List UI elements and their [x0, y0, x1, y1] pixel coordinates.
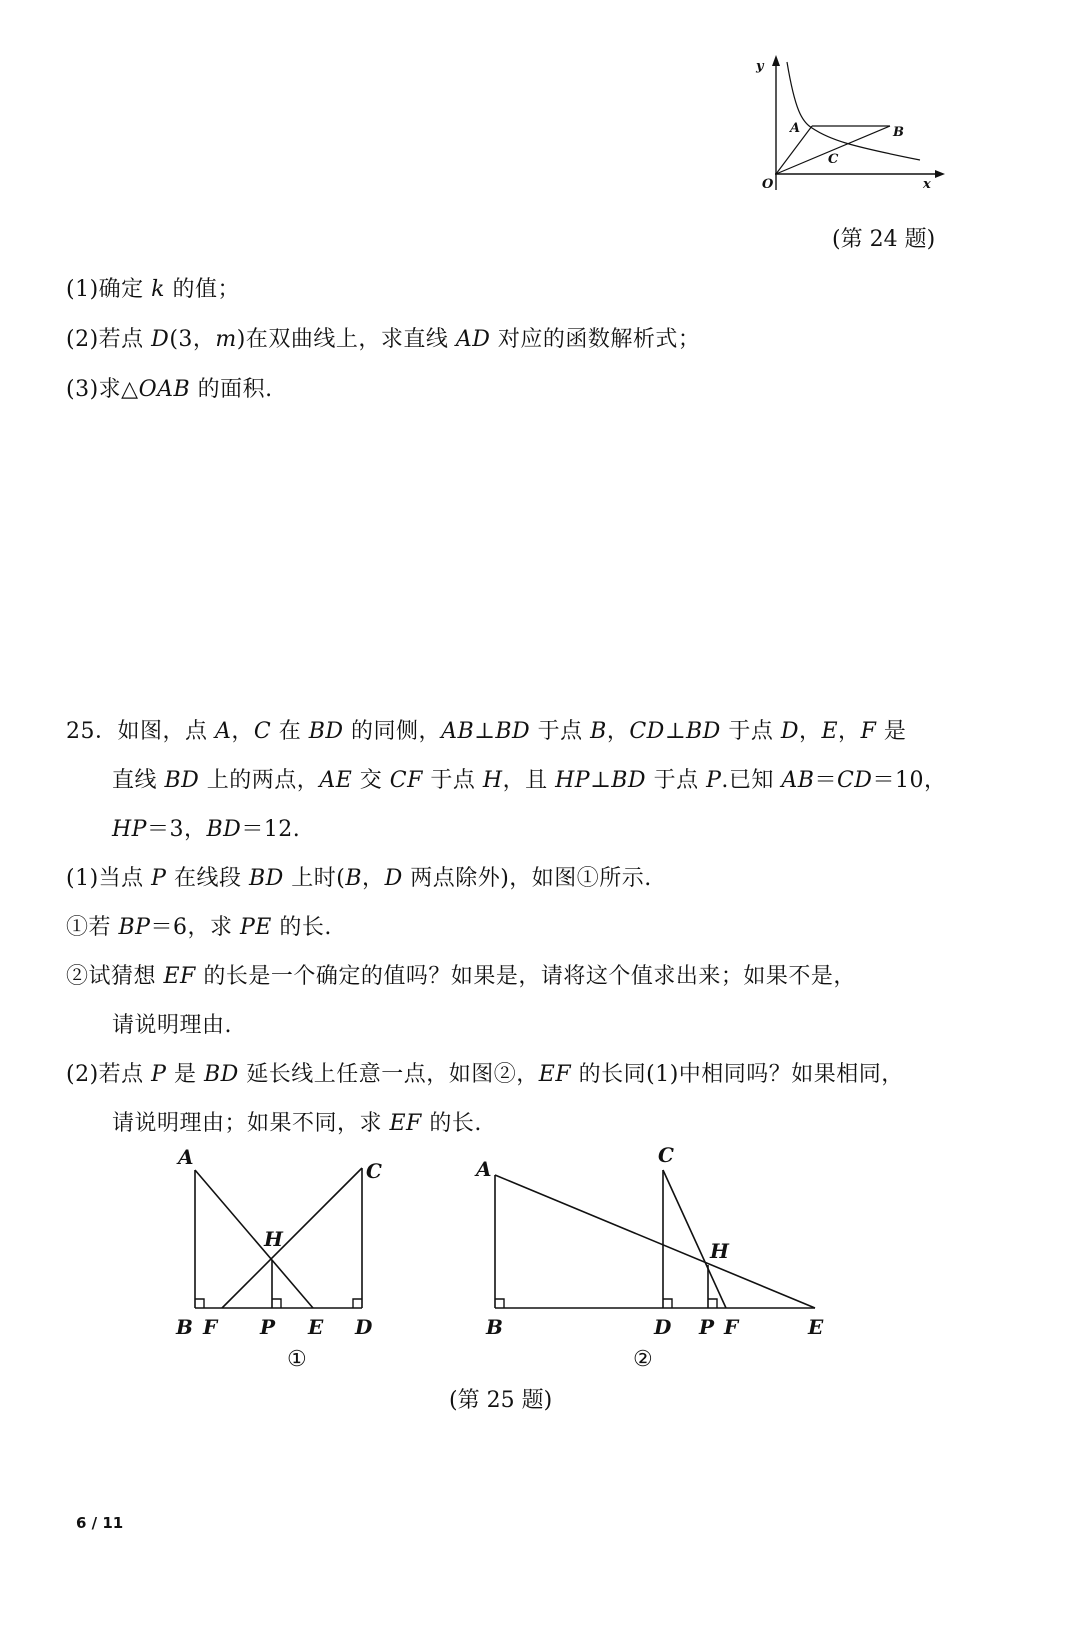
- q25-text: ，: [798, 719, 822, 744]
- q25-text: ，: [231, 719, 254, 744]
- q25-text: ＝: [814, 768, 837, 793]
- q25-part2: [66, 1057, 904, 1088]
- fig25-2-label-D: D: [654, 1315, 672, 1339]
- fig25-2-label-B: B: [486, 1315, 503, 1339]
- figure-25-1: [160, 1140, 400, 1380]
- figure-24: [740, 50, 950, 210]
- fig24-label-x: x: [923, 177, 931, 192]
- q25-var: P: [151, 1062, 167, 1087]
- q24-p2-var: D: [151, 327, 170, 352]
- q25-text: 上时(: [283, 866, 346, 891]
- q25-part2-cont: [112, 1106, 482, 1137]
- q25-var: BD: [206, 817, 242, 842]
- segment-AE: [195, 1170, 313, 1308]
- q25-text: 直线: [112, 768, 165, 793]
- q24-p3-text: 的面积.: [190, 377, 273, 402]
- q25-text: ⊥: [590, 768, 612, 793]
- q25-var: A: [215, 719, 232, 744]
- q25-var: BD: [248, 866, 284, 891]
- q25-var: BD: [686, 719, 721, 744]
- fig24-label-O: O: [762, 177, 774, 192]
- q24-p2-text: 对应的函数解析式；: [490, 327, 701, 352]
- q25-text: 延长线上任意一点，如图②，: [238, 1062, 539, 1087]
- q25-text: (1)当点: [66, 866, 152, 891]
- q25-text: (2)若点: [66, 1062, 152, 1087]
- fig24-label-B: B: [893, 125, 904, 140]
- q25-sub2: [66, 959, 856, 990]
- q25-text: 于点: [422, 768, 483, 793]
- q25-text: 在: [271, 719, 309, 744]
- fig24-label-A: A: [790, 121, 801, 136]
- q25-text: 于点: [720, 719, 781, 744]
- q25-var: HP: [112, 817, 147, 842]
- q25-text: ⊥: [664, 719, 687, 744]
- q25-text: 的长同(1)中相同吗？如果相同，: [571, 1062, 904, 1087]
- q25-var: BD: [203, 1062, 239, 1087]
- q24-p2-text: (3，: [169, 327, 216, 352]
- fig25-2-label-F: F: [724, 1315, 739, 1339]
- q25-text: ，且: [502, 768, 556, 793]
- q25-text: 是: [166, 1062, 204, 1087]
- q24-p1-text2: 的值；: [165, 277, 241, 302]
- q25-text: .已知: [721, 768, 782, 793]
- right-angle-D: [353, 1299, 362, 1308]
- q25-var: BP: [118, 915, 151, 940]
- page-number: 6 / 11: [76, 1514, 124, 1532]
- q25-sub2-cont: 请说明理由.: [112, 1013, 232, 1038]
- fig25-2-label-A: A: [476, 1157, 492, 1181]
- q25-text: 于点: [646, 768, 707, 793]
- q24-p2-var: AD: [455, 327, 491, 352]
- q25-var: BD: [611, 768, 647, 793]
- q25-var: D: [384, 866, 403, 891]
- q25-text: ，: [838, 719, 861, 744]
- q25-text: 请说明理由；如果不同，求: [112, 1111, 390, 1136]
- q25-text: 25．如图，点: [66, 719, 215, 744]
- fig25-1-number: ①: [287, 1347, 307, 1372]
- q24-part3: [66, 372, 273, 403]
- q24-p1-text: (1)确定: [66, 277, 152, 302]
- fig24-label-y: y: [756, 59, 764, 74]
- q25-var: EF: [538, 1062, 572, 1087]
- right-angle-P: [272, 1299, 281, 1308]
- x-axis-arrow: [935, 170, 945, 178]
- q25-var: PE: [239, 915, 272, 940]
- fig25-2-label-H: H: [710, 1239, 729, 1263]
- q25-text: 的长.: [421, 1111, 482, 1136]
- q25-text: 的长是一个确定的值吗？如果是，请将这个值求出来；如果不是，: [195, 964, 856, 989]
- fig25-2-label-P: P: [699, 1315, 715, 1339]
- q24-part1: [66, 272, 240, 303]
- q24-p2-text: )在双曲线上，求直线: [236, 327, 456, 352]
- q25-var: CF: [389, 768, 423, 793]
- q24-p1-var: k: [151, 277, 166, 302]
- q24-p3-var: OAB: [138, 377, 191, 402]
- figure-25-2: [470, 1140, 850, 1380]
- fig25-1-label-P: P: [260, 1315, 276, 1339]
- fig25-1-label-C: C: [366, 1159, 382, 1183]
- q25-var: E: [821, 719, 839, 744]
- fig25-1-label-D: D: [355, 1315, 373, 1339]
- q25-text: 在线段: [166, 866, 249, 891]
- q25-text: 的同侧，: [343, 719, 442, 744]
- q25-var: F: [860, 719, 877, 744]
- q25-var: AB: [441, 719, 475, 744]
- q25-line1: [66, 714, 906, 745]
- q25-text: 于点: [530, 719, 591, 744]
- q25-text: ＝10，: [872, 768, 947, 793]
- q25-var: P: [706, 768, 722, 793]
- fig25-1-label-A: A: [178, 1145, 194, 1169]
- q25-var: CD: [629, 719, 665, 744]
- q25-var: P: [151, 866, 167, 891]
- fig25-2-number: ②: [633, 1347, 653, 1372]
- q25-var: H: [482, 768, 503, 793]
- q25-line3: [112, 812, 300, 843]
- q25-var: BD: [164, 768, 200, 793]
- fig25-2-label-E: E: [808, 1315, 824, 1339]
- q25-line2: [112, 763, 946, 794]
- q25-text: 上的两点，: [199, 768, 320, 793]
- q25-var: EF: [389, 1111, 422, 1136]
- segment-CF: [222, 1168, 362, 1308]
- q25-var: CD: [836, 768, 873, 793]
- q25-text: ，: [606, 719, 630, 744]
- q25-part1: [66, 861, 652, 892]
- q25-var: C: [253, 719, 272, 744]
- hyperbola: [787, 62, 920, 160]
- right-angle-B: [195, 1299, 204, 1308]
- fig25-1-label-E: E: [308, 1315, 324, 1339]
- fig25-2-label-C: C: [658, 1143, 674, 1167]
- fig24-label-C: C: [828, 152, 839, 167]
- q24-p2-text: (2)若点: [66, 327, 152, 352]
- q25-text: 两点除外)，如图①所示.: [402, 866, 652, 891]
- q25-text: ＝3，: [147, 817, 207, 842]
- q25-text: ①若: [66, 915, 119, 940]
- q24-p3-text: (3)求△: [66, 377, 139, 402]
- q25-var: B: [590, 719, 607, 744]
- q25-var: D: [780, 719, 799, 744]
- fig25-1-label-B: B: [176, 1315, 193, 1339]
- fig25-1-label-H: H: [264, 1227, 283, 1251]
- q25-var: BD: [308, 719, 344, 744]
- q25-text: 是: [876, 719, 907, 744]
- q25-text: ⊥: [474, 719, 496, 744]
- q25-var: B: [345, 866, 363, 891]
- q25-var: HP: [555, 768, 591, 793]
- right-angle-D: [663, 1299, 672, 1308]
- q25-text: 交: [352, 768, 390, 793]
- q25-var: BD: [495, 719, 531, 744]
- q25-text: ②试猜想: [66, 964, 164, 989]
- q25-text: 的长.: [271, 915, 332, 940]
- right-angle-B: [495, 1299, 504, 1308]
- q25-var: AB: [781, 768, 815, 793]
- q25-text: ，: [362, 866, 385, 891]
- fig25-1-label-F: F: [203, 1315, 218, 1339]
- fig25-caption: (第 25 题): [449, 1388, 553, 1413]
- q25-var: EF: [163, 964, 196, 989]
- right-angle-P: [708, 1299, 717, 1308]
- q25-text: ＝12.: [241, 817, 301, 842]
- fig24-caption: (第 24 题): [832, 227, 936, 252]
- q25-text: ＝6，求: [150, 915, 240, 940]
- segment-AE: [495, 1175, 815, 1308]
- y-axis-arrow: [772, 55, 780, 66]
- q25-sub1: [66, 910, 332, 941]
- q24-p2-var: m: [215, 327, 237, 352]
- q25-var: AE: [319, 768, 353, 793]
- q24-part2: [66, 322, 700, 353]
